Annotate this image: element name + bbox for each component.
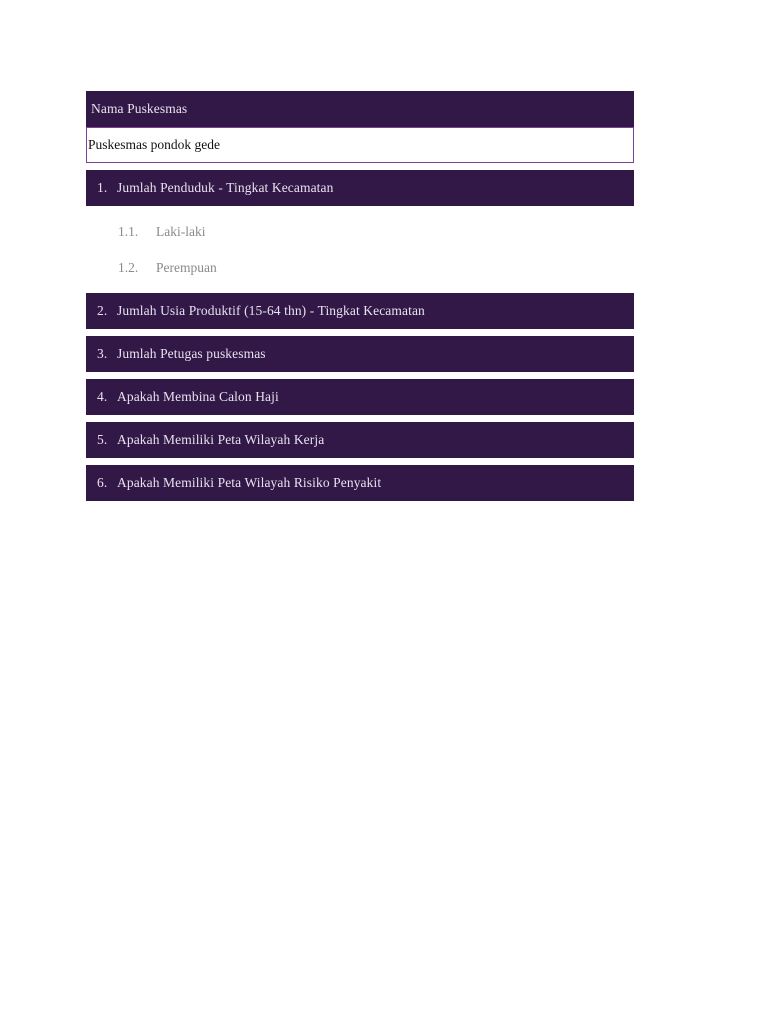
section-number: 5. bbox=[97, 432, 108, 447]
section-label: Apakah Membina Calon Haji bbox=[117, 389, 279, 404]
section-label: Apakah Memiliki Peta Wilayah Risiko Penyakit bbox=[117, 475, 382, 490]
section-6-header[interactable] bbox=[86, 465, 634, 501]
section-1-header[interactable] bbox=[86, 170, 634, 206]
section-2-header[interactable] bbox=[86, 293, 634, 329]
puskesmas-name-header bbox=[86, 91, 634, 127]
subitem-label: Laki-laki bbox=[156, 224, 206, 239]
section-5-header[interactable] bbox=[86, 422, 634, 458]
subitem-label: Perempuan bbox=[156, 260, 217, 275]
section-4-header[interactable] bbox=[86, 379, 634, 415]
subitem-number: 1.2. bbox=[118, 260, 139, 275]
puskesmas-name-value: Puskesmas pondok gede bbox=[88, 137, 220, 152]
subitem-number: 1.1. bbox=[118, 224, 139, 239]
section-1-subitems bbox=[86, 206, 634, 293]
section-number: 2. bbox=[97, 303, 108, 318]
section-number: 1. bbox=[97, 180, 108, 195]
section-number: 4. bbox=[97, 389, 108, 404]
section-label: Jumlah Usia Produktif (15-64 thn) - Tingkat Kecamatan bbox=[117, 303, 425, 318]
subitem-laki-laki[interactable] bbox=[118, 214, 634, 250]
section-label: Jumlah Penduduk - Tingkat Kecamatan bbox=[117, 180, 334, 195]
section-label: Jumlah Petugas puskesmas bbox=[117, 346, 266, 361]
subitem-perempuan[interactable] bbox=[118, 250, 634, 286]
puskesmas-name-field[interactable] bbox=[86, 127, 634, 163]
section-number: 3. bbox=[97, 346, 108, 361]
section-number: 6. bbox=[97, 475, 108, 490]
section-label: Apakah Memiliki Peta Wilayah Kerja bbox=[117, 432, 325, 447]
puskesmas-name-label: Nama Puskesmas bbox=[91, 101, 188, 116]
section-3-header[interactable] bbox=[86, 336, 634, 372]
puskesmas-form bbox=[86, 91, 634, 501]
